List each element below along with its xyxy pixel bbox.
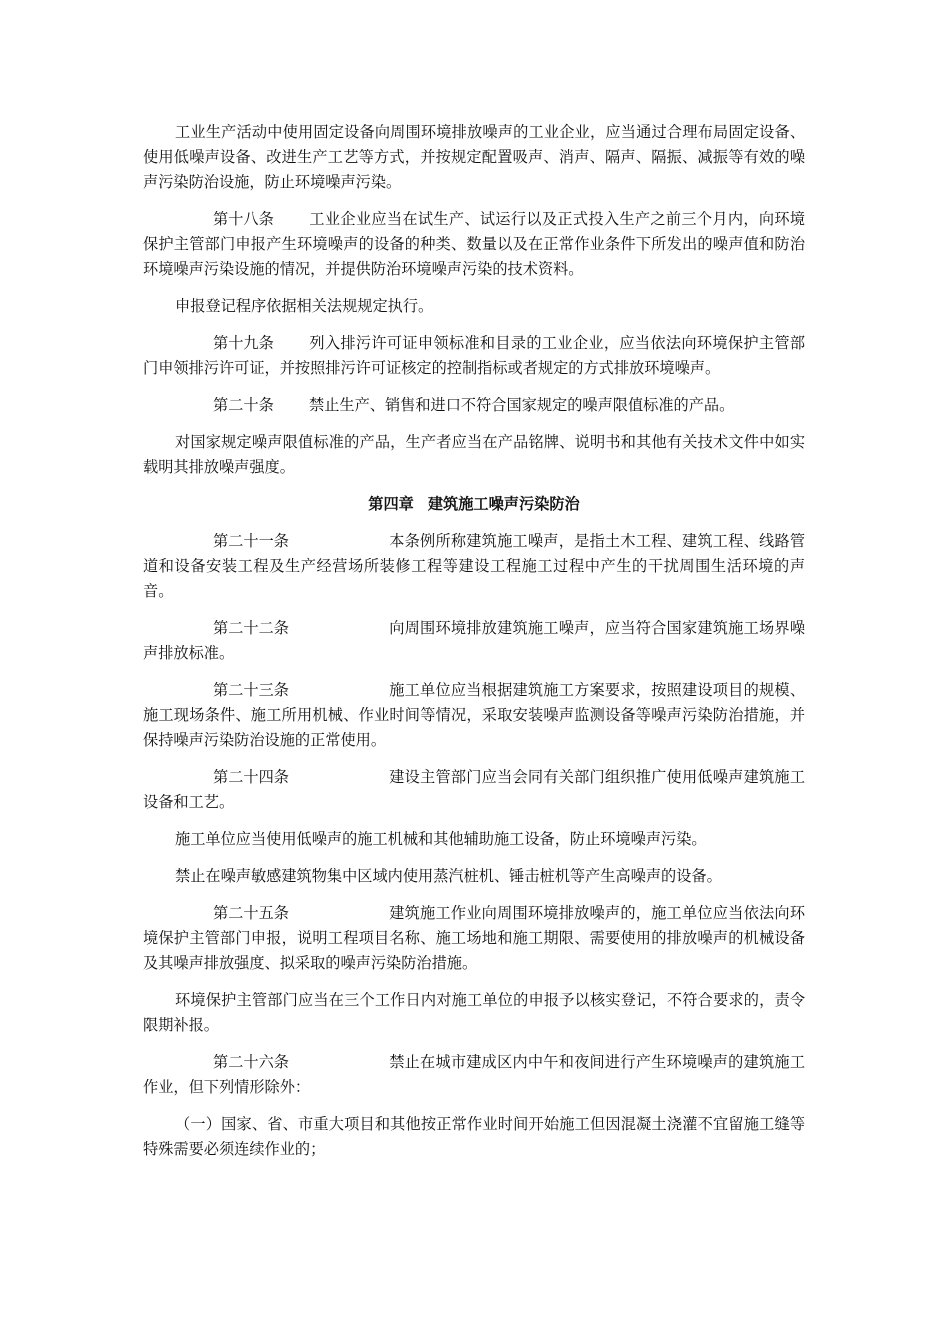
document-page xyxy=(143,120,805,1174)
chapter-title: 建筑施工噪声污染防治 xyxy=(427,495,580,513)
paragraph xyxy=(143,864,805,889)
article-paragraph xyxy=(143,1050,805,1100)
paragraph-text: 工业生产活动中使用固定设备向周围环境排放噪声的工业企业，应当通过合理布局固定设备、使用低噪声设备、改进生产工艺等方式，并按规定配置吸声、消声、隔声、隔振、减振等有效的噪声污染防治设施，防止环境噪声污染。 xyxy=(143,123,805,191)
paragraph-text: 禁止在城市建成区内中午和夜间进行产生环境噪声的建筑施工作业，但下列情形除外： xyxy=(143,1053,805,1096)
article-number: 第十八条 xyxy=(213,210,274,228)
chapter-number: 第四章 xyxy=(368,495,414,513)
article-paragraph xyxy=(143,616,805,666)
paragraph-text: 本条例所称建筑施工噪声，是指土木工程、建筑工程、线路管道和设备安装工程及生产经营场所装修工程等建设工程施工过程中产生的干扰周围生活环境的声音。 xyxy=(143,532,805,600)
article-number: 第二十一条 xyxy=(213,532,289,550)
article-number: 第二十二条 xyxy=(213,619,289,637)
article-paragraph xyxy=(143,393,805,418)
article-number: 第二十条 xyxy=(213,396,274,414)
chapter-heading xyxy=(143,492,805,517)
paragraph xyxy=(143,294,805,319)
paragraph-text: 禁止在噪声敏感建筑物集中区域内使用蒸汽桩机、锤击桩机等产生高噪声的设备。 xyxy=(175,867,722,885)
paragraph-text: 对国家规定噪声限值标准的产品，生产者应当在产品铭牌、说明书和其他有关技术文件中如实载明其排放噪声强度。 xyxy=(143,433,805,476)
paragraph xyxy=(143,827,805,852)
article-paragraph xyxy=(143,207,805,282)
paragraph-text: 禁止生产、销售和进口不符合国家规定的噪声限值标准的产品。 xyxy=(309,396,735,414)
article-number: 第二十三条 xyxy=(213,681,289,699)
paragraph-text: 建设主管部门应当会同有关部门组织推广使用低噪声建筑施工设备和工艺。 xyxy=(143,768,805,811)
article-number: 第二十五条 xyxy=(213,904,289,922)
paragraph-text: 建筑施工作业向周围环境排放噪声的，施工单位应当依法向环境保护主管部门申报，说明工程项目名称、施工场地和施工期限、需要使用的排放噪声的机械设备及其噪声排放强度、拟采取的噪声污染防治措施。 xyxy=(143,904,805,972)
paragraph-text: 申报登记程序依据相关法规规定执行。 xyxy=(175,297,434,315)
list-item-paragraph xyxy=(143,1112,805,1162)
article-number: 第二十六条 xyxy=(213,1053,289,1071)
paragraph-text: 施工单位应当根据建筑施工方案要求，按照建设项目的规模、施工现场条件、施工所用机械、作业时间等情况，采取安装噪声监测设备等噪声污染防治措施，并保持噪声污染防治设施的正常使用。 xyxy=(143,681,805,749)
article-number: 第十九条 xyxy=(213,334,274,352)
paragraph xyxy=(143,430,805,480)
article-paragraph xyxy=(143,678,805,753)
paragraph-text: 向周围环境排放建筑施工噪声，应当符合国家建筑施工场界噪声排放标准。 xyxy=(143,619,805,662)
article-paragraph xyxy=(143,331,805,381)
paragraph-text: 环境保护主管部门应当在三个工作日内对施工单位的申报予以核实登记，不符合要求的，责令限期补报。 xyxy=(143,991,805,1034)
article-paragraph xyxy=(143,529,805,604)
paragraph xyxy=(143,120,805,195)
article-paragraph xyxy=(143,901,805,976)
article-paragraph xyxy=(143,765,805,815)
paragraph-text: 施工单位应当使用低噪声的施工机械和其他辅助施工设备，防止环境噪声污染。 xyxy=(175,830,707,848)
paragraph-text: 工业企业应当在试生产、试运行以及正式投入生产之前三个月内，向环境保护主管部门申报产生环境噪声的设备的种类、数量以及在正常作业条件下所发出的噪声值和防治环境噪声污染设施的情况，并提供防治环境噪声污染的技术资料。 xyxy=(143,210,805,278)
article-number: 第二十四条 xyxy=(213,768,289,786)
paragraph xyxy=(143,988,805,1038)
paragraph-text: 列入排污许可证申领标准和目录的工业企业，应当依法向环境保护主管部门申领排污许可证，并按照排污许可证核定的控制指标或者规定的方式排放环境噪声。 xyxy=(143,334,805,377)
paragraph-text: （一）国家、省、市重大项目和其他按正常作业时间开始施工但因混凝土浇灌不宜留施工缝等特殊需要必须连续作业的； xyxy=(143,1115,805,1158)
